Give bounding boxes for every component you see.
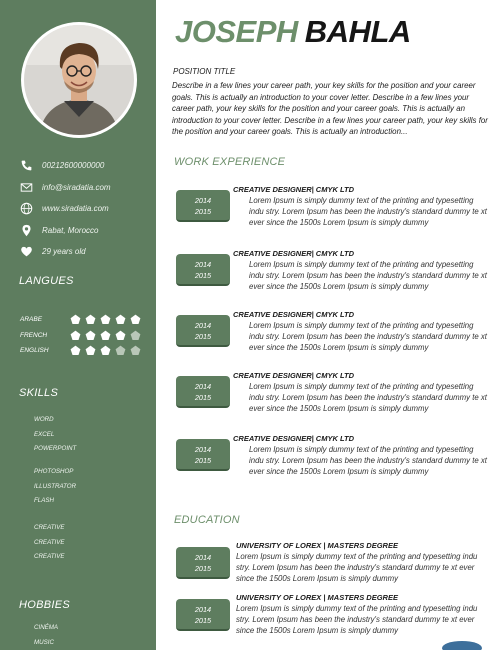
experience-item: [176, 249, 491, 309]
date-start: 2014: [194, 381, 212, 391]
rating-filled-icon: [70, 330, 81, 341]
skills-group-2: [34, 465, 144, 509]
rating-filled-icon: [85, 314, 96, 325]
language-name: FRENCH: [20, 331, 48, 339]
rating-filled-icon: [115, 314, 126, 325]
contact-location: [19, 220, 155, 242]
date-badge: [176, 439, 230, 471]
email-text: info@siradatia.com: [42, 182, 111, 192]
date-start: 2014: [194, 444, 212, 454]
entry-description: Lorem Ipsum is simply dummy text of the printing and typesetting indu stry. Lorem Ipsum has been the industry's standard dummy te xt ever since the 1500s Lorem Ipsum is simply dummy: [249, 196, 487, 228]
position-title: POSITION TITLE: [173, 67, 236, 76]
date-badge: [176, 254, 230, 286]
language-row: [20, 343, 150, 359]
rating-empty-icon: [115, 345, 126, 356]
date-badge: [176, 315, 230, 347]
page-scroll-indicator: [442, 641, 482, 650]
first-name: JOSEPH: [175, 14, 298, 49]
contact-email: [19, 177, 155, 199]
rating-filled-icon: [100, 345, 111, 356]
date-end: 2015: [194, 270, 212, 280]
work-experience-heading: WORK EXPERIENCE: [174, 156, 286, 168]
contact-phone: [19, 155, 155, 177]
date-start: 2014: [194, 320, 212, 330]
entry-title: CREATIVE DESIGNER| CMYK LTD: [233, 434, 354, 443]
date-end: 2015: [194, 615, 212, 625]
education-item: [176, 593, 491, 650]
entry-description: Lorem Ipsum is simply dummy text of the printing and typesetting indu stry. Lorem Ipsum has been the industry's standard dummy te xt ever since the 1500s Lorem Ipsum is simply dummy: [249, 321, 487, 353]
experience-item: [176, 371, 491, 431]
language-name: ENGLISH: [20, 347, 49, 355]
skills-heading: SKILLS: [19, 387, 59, 399]
language-rating: [70, 314, 141, 325]
date-badge: [176, 547, 230, 579]
rating-filled-icon: [70, 314, 81, 325]
rating-filled-icon: [100, 314, 111, 325]
entry-title: CREATIVE DESIGNER| CMYK LTD: [233, 185, 354, 194]
entry-description: Lorem Ipsum is simply dummy text of the printing and typesetting indu stry. Lorem Ipsum has been the industry's standard dummy te xt ever since the 1500s Lorem Ipsum is simply dummy: [249, 445, 487, 477]
date-start: 2014: [194, 195, 212, 205]
skill-item: ILLUSTRATOR: [34, 482, 77, 490]
rating-filled-icon: [70, 345, 81, 356]
location-text: Rabat, Morocco: [42, 225, 99, 235]
experience-item: [176, 310, 491, 370]
skill-item: WORD: [34, 416, 54, 423]
hobby-item: CINÉMA: [34, 624, 59, 631]
last-name: BAHLA: [304, 14, 411, 49]
rating-filled-icon: [85, 345, 96, 356]
contact-list: [19, 155, 155, 263]
entry-title: UNIVERSITY OF LOREX | MASTERS DEGREE: [236, 541, 398, 550]
date-badge: [176, 376, 230, 408]
skills-group-3: [34, 521, 144, 565]
profile-summary: Describe in a few lines your career path, your key skills for the position and your career goals. This is actually an introduction to your cover letter. Describe in a few lines your career path, your key skills for the position and your career goals. This is actually an introduction to your cover letter. Describe in a few lines your career path, your key skills for the position and your career goals. This is actually an introduction...: [172, 81, 488, 136]
date-end: 2015: [194, 563, 212, 573]
rating-filled-icon: [100, 330, 111, 341]
skill-item: CREATIVE: [34, 524, 65, 531]
language-row: [20, 312, 150, 328]
education-item: [176, 541, 491, 601]
entry-description: Lorem Ipsum is simply dummy text of the printing and typesetting indu stry. Lorem Ipsum has been the industry's standard dummy te xt ever since the 1500s Lorem Ipsum is simply dummy: [236, 604, 478, 636]
mail-icon: [19, 180, 33, 194]
avatar: [24, 25, 134, 135]
rating-empty-icon: [130, 330, 141, 341]
date-end: 2015: [194, 455, 212, 465]
entry-title: CREATIVE DESIGNER| CMYK LTD: [233, 371, 354, 380]
language-rating: [70, 330, 141, 341]
languages-list: [20, 312, 150, 359]
location-pin-icon: [19, 223, 33, 237]
phone-icon: [19, 159, 33, 173]
language-rating: [70, 345, 141, 356]
entry-description: Lorem Ipsum is simply dummy text of the printing and typesetting indu stry. Lorem Ipsum has been the industry's standard dummy te xt ever since the 1500s Lorem Ipsum is simply dummy: [236, 552, 478, 584]
globe-icon: [19, 202, 33, 216]
entry-title: CREATIVE DESIGNER| CMYK LTD: [233, 310, 354, 319]
skill-item: CREATIVE: [34, 553, 65, 560]
rating-filled-icon: [130, 314, 141, 325]
skills-group-1: [34, 413, 144, 457]
date-badge: [176, 190, 230, 222]
hobbies-list: [34, 621, 144, 650]
date-badge: [176, 599, 230, 631]
main-content: [156, 0, 495, 650]
entry-title: CREATIVE DESIGNER| CMYK LTD: [233, 249, 354, 258]
skill-item: POWERPOINT: [34, 445, 77, 452]
full-name: [175, 14, 411, 50]
entry-title: UNIVERSITY OF LOREX | MASTERS DEGREE: [236, 593, 398, 602]
date-start: 2014: [194, 552, 212, 562]
heart-icon: [19, 245, 33, 259]
website-text: www.siradatia.com: [42, 204, 109, 214]
language-name: ARABE: [20, 316, 43, 324]
rating-empty-icon: [130, 345, 141, 356]
skill-item: EXCEL: [34, 430, 55, 438]
experience-item: [176, 434, 491, 494]
entry-description: Lorem Ipsum is simply dummy text of the printing and typesetting indu stry. Lorem Ipsum has been the industry's standard dummy te xt ever since the 1500s Lorem Ipsum is simply dummy: [249, 382, 487, 414]
education-heading: EDUCATION: [174, 514, 240, 526]
language-row: [20, 328, 150, 344]
profile-photo: [21, 22, 137, 138]
date-end: 2015: [194, 392, 212, 402]
phone-text: 00212600000000: [42, 161, 105, 171]
languages-heading: LANGUES: [19, 275, 74, 287]
entry-description: Lorem Ipsum is simply dummy text of the printing and typesetting indu stry. Lorem Ipsum has been the industry's standard dummy te xt ever since the 1500s Lorem Ipsum is simply dummy: [249, 260, 487, 292]
date-start: 2014: [194, 259, 212, 269]
age-text: 29 years old: [42, 247, 86, 257]
sidebar: [0, 0, 156, 650]
hobbies-heading: HOBBIES: [19, 599, 71, 611]
experience-item: [176, 185, 491, 245]
rating-filled-icon: [115, 330, 126, 341]
date-start: 2014: [194, 604, 212, 614]
hobby-item: MUSIC: [34, 638, 54, 646]
contact-age: [19, 241, 155, 263]
date-end: 2015: [194, 206, 212, 216]
contact-website: [19, 198, 155, 220]
skill-item: PHOTOSHOP: [34, 468, 74, 475]
date-end: 2015: [194, 331, 212, 341]
rating-filled-icon: [85, 330, 96, 341]
skill-item: FLASH: [34, 497, 54, 504]
skill-item: CREATIVE: [34, 538, 65, 546]
